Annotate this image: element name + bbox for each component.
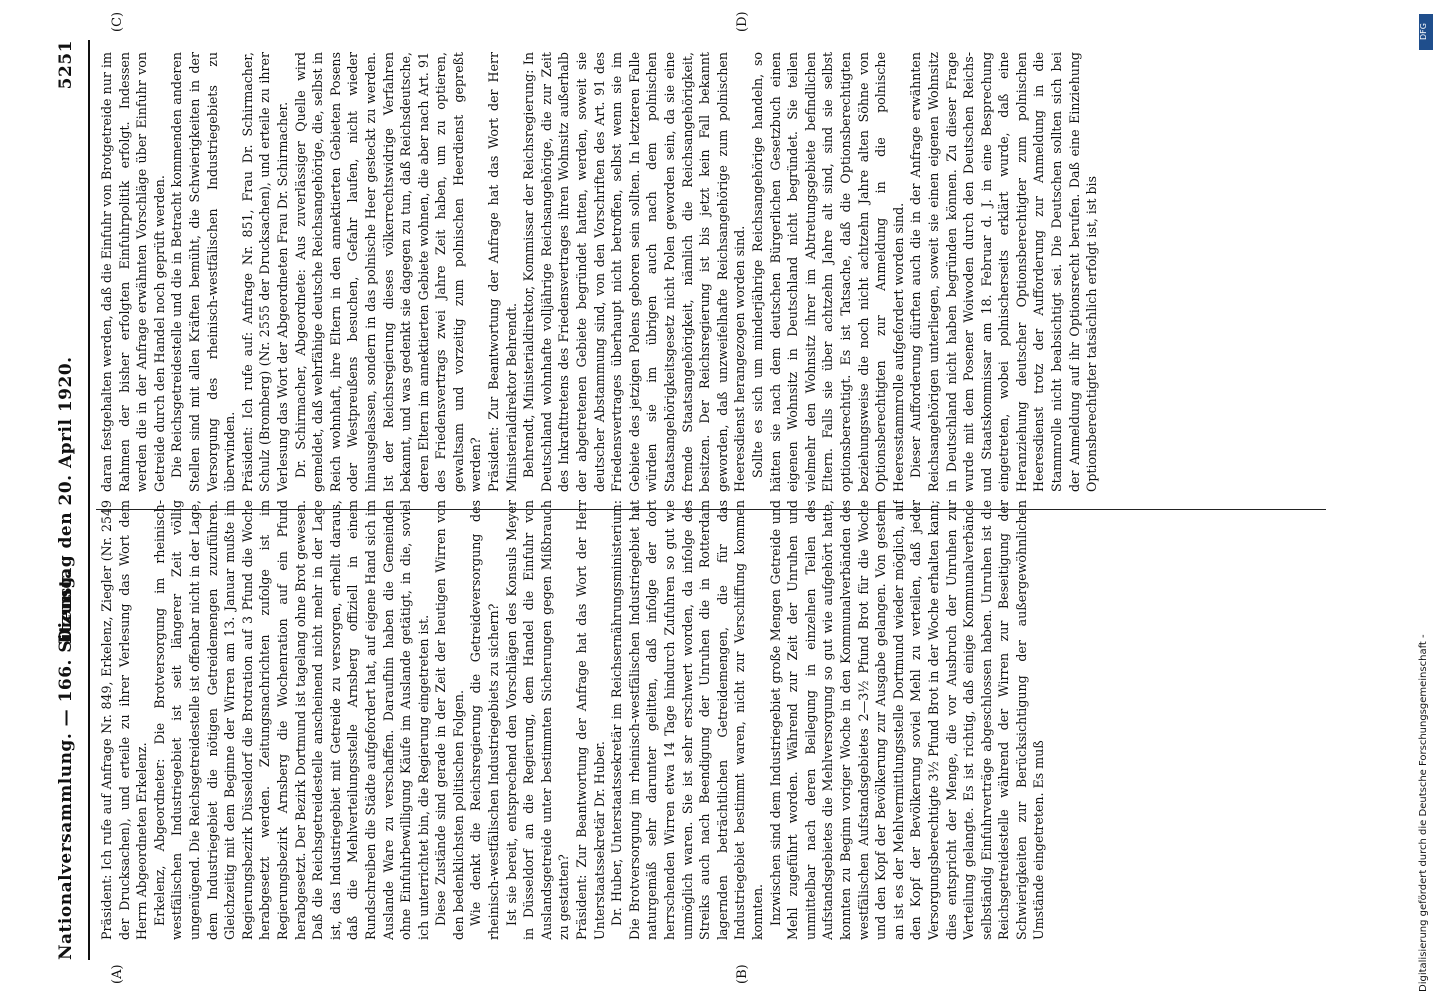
paragraph: Wie denkt die Reichsregierung die Getreideversorgung des rheinisch-westfälischen Industriegebiets zu sichern? [468, 500, 502, 940]
paragraph: Sollte es sich um minderjährige Reichsangehörige handeln, so hätten sie nach dem deutschen Bürgerlichen Gesetzbuch einen eigenen Wohnsitz in Deutschland nicht begründet. Sie teilen vielmehr den Wohnsitz ihrer im Abtretungsgebiete befindlichen Eltern. Falls sie über achtzehn Jahre alt sind, sind sie selbst optionsberechtigt. Es ist Tatsache, daß die Optionsberechtigten beziehungsweise die noch nicht achtzehn Jahre alten Söhne von Optionsberechtigten zur Anmeldung in die polnische Heeresstammrolle aufgefordert worden sind. [749, 52, 906, 492]
column-divider [96, 509, 1326, 510]
page-header [56, 40, 86, 960]
left-column [98, 500, 1328, 940]
margin-mark-a: (A) [110, 964, 125, 984]
header-session: Nationalversammlung. — 166. Sitzung. [56, 569, 76, 960]
paragraph: Dieser Aufforderung dürften auch die in der Anfrage erwähnten Reichsangehörigen unterliegen, soweit sie einen eigenen Wohnsitz in Deutschland nicht haben begründen können. Zu dieser Frage wurde mit dem Posener Woiwoden durch den Deutschen Reichs- und Staatskommissar am 18. Februar d. J. in eine Besprechung eingetreten, wobei polnischerseits erklärt wurde, daß eine Heranziehung deutscher Optionsberechtigter zum polnischen Heeresdienst trotz der Aufforderung zur Anmeldung in die Stammrolle nicht beabsichtigt sei. Die Deutschen sollten sich bei der Anmeldung auf ihr Optionsrecht berufen. Daß eine Einziehung Optionsberechtigter tatsächlich erfolgt ist, ist bis [908, 52, 1100, 492]
paragraph: Dr. Schirmacher, Abgeordnete: Aus zuverlässiger Quelle wird gemeldet, daß wehrfähige deutsche Reichsangehörige, die, selbst in Reich wohnhaft, ihre Eltern in den annektierten Gebieten Posens oder Westpreußens besuchen, Gefahr laufen, nicht wieder hinausgelassen, sondern in das polnische Heer gesteckt zu werden. Ist der Reichsregierung dieses völkerrechtswidrige Verfahren bekannt, und was gedenkt sie dagegen zu tun, daß Reichsdeutsche, deren Eltern im annektierten Gebiete wohnen, die aber nach Art. 91 des Friedensvertrags zwei Jahre Zeit haben, um zu optieren, gewaltsam und vorzeitig zum polnischen Heerdienst gepreßt werden? [292, 52, 484, 492]
paragraph: Präsident: Ich rufe auf: Anfrage Nr. 851, Frau Dr. Schirmacher, Schulz (Bromberg) (Nr. 2555 der Drucksachen), und erteile zu ihrer Verlesung das Wort der Abgeordneten Frau Dr. Schirmacher. [239, 52, 290, 492]
paragraph: Präsident: Zur Beantwortung der Anfrage hat das Wort der Herr Ministerialdirektor Behrendt. [486, 52, 519, 492]
dfg-logo: DFG [1419, 14, 1433, 50]
paragraph: Behrendt, Ministerialdirektor, Kommissar der Reichsregierung: In Deutschland wohnhafte volljährige Reichsangehörige, die zur Zeit des Inkrafttretens des Friedensvertrages ihren Wohnsitz außerhalb der abgetretenen Gebiete begründet hatten, werden, soweit sie deutscher Abstammung sind, von den Vorschriften des Art. 91 des Friedensvertrages überhaupt nicht betroffen, selbst wenn sie im Gebiete des jetzigen Polens geboren sein sollten. In letzteren Falle würden sie im übrigen auch nach dem polnischen Staatsangehörigkeitsgesetz nicht Polen geworden sein, da sie eine fremde Staatsangehörigkeit, nämlich die Reichsangehörigkeit, besitzen. Der Reichsregierung ist bis jetzt kein Fall bekannt geworden, daß unzweifelhafte Reichsangehörige zum polnischen Heeresdienst herangezogen worden sind. [521, 52, 748, 492]
paragraph: Erkelenz, Abgeordneter: Die Brotversorgung im rheinisch-westfälischen Industriegebiet ist seit längerer Zeit völlig ungenügend. Die Reichsgetreidestelle ist offenbar nicht in der Lage, dem Industriegebiet die nötigen Getreidemengen zuzuführen. Gleichzeitig mit dem Beginne der Wirren am 13. Januar mußte im Regierungsbezirk Düsseldorf die Brotration auf 3 Pfund die Woche herabgesetzt werden. Zeitungsnachrichten zufolge ist im Regierungsbezirk Arnsberg die Wochenration auf ein Pfund herabgesetzt. Der Bezirk Dortmund ist tagelang ohne Brot gewesen. Daß die Reichsgetreidestelle anscheinend nicht mehr in der Lage ist, das Industriegebiet mit Getreide zu versorgen, erhellt daraus, daß die Mehlverteilungsstelle Arnsberg offiziell in einem Rundschreiben die Städte aufgefordert hat, auf eigene Hand sich im Auslande Ware zu verschaffen. Daraufhin haben die Gemeinden ohne Einfuhrbewilligung Käufe im Auslande getätigt, in die, soviel ich unterrichtet bin, die Regierung eingetreten ist. [151, 500, 431, 940]
header-date: Dienstag den 20. April 1920. [56, 356, 76, 644]
paragraph: Präsident: Ich rufe auf Anfrage Nr. 849, Erkelenz, Ziegler (Nr. 2549 der Drucksachen), und erteile zu ihrer Verlesung das Wort dem Herrn Abgeordneten Erkelenz. [99, 500, 150, 940]
header-rule [88, 40, 90, 960]
paragraph: Diese Zustände sind gerade in der Zeit der heutigen Wirren von den bedenklichsten politischen Folgen. [433, 500, 466, 940]
paragraph: Inzwischen sind dem Industriegebiet große Mengen Getreide und Mehl zugeführt worden. Während zur Zeit der Unruhen und unmittelbar nach deren Beilegung in einzelnen Teilen des Aufstandsgebietes die Mehlversorgung so gut wie aufgehört hatte, konnten zu Beginn voriger Woche in den Kommunalverbänden des westfälischen Aufstandsgebietes 2—3½ Pfund Brot für die Woche und den Kopf der Bevölkerung zur Ausgabe gelangen. Von gestern an ist es der Mehlvermittlungsstelle Dortmund wieder möglich, auf den Kopf der Bevölkerung soviel Mehl zu verteilen, daß jeder Versorgungsberechtigte 3½ Pfund Brot in der Woche erhalten kann; dies entspricht der Menge, die vor Ausbruch der Unruhen zur Verteilung gelangte. Es ist richtig, daß einige Kommunalverbände selbständig Einfuhrverträge abgeschlossen haben. Unruhen ist die Reichsgetreidestelle während der Wirren zur Beseitigung der Schwierigkeiten zur Berücksichtigung der außergewöhnlichen Umstände eingetreten. Es muß [767, 500, 1047, 940]
page-number: 5251 [56, 40, 76, 90]
paragraph: Ist sie bereit, entsprechend den Vorschlägen des Konsuls Meyer in Düsseldorf an die Regierung, dem Handel die Einfuhr von Auslandsgetreide unter bestimmten Sicherungen gegen Mißbrauch zu gestatten? [503, 500, 572, 940]
digitization-credit-text: Digitalisierung gefördert durch die Deutsche Forschungsgemeinschaft - [1418, 634, 1429, 992]
margin-mark-c: (C) [110, 11, 125, 32]
paragraph: Präsident: Zur Beantwortung der Anfrage hat das Wort der Herr Unterstaatssekretär Dr. Huber. [574, 500, 607, 940]
margin-mark-d: (D) [735, 11, 750, 32]
paragraph: Die Reichsgetreidestelle und die in Betracht kommenden anderen Stellen sind mit allen Kräften bemüht, die Schwierigkeiten in der Versorgung des rheinisch-westfälischen Industriegebiets zu überwinden. [169, 52, 238, 492]
margin-mark-b: (B) [735, 964, 750, 984]
digitization-credit [1418, 8, 1434, 992]
right-column [98, 52, 1328, 492]
paragraph: daran festgehalten werden, daß die Einfuhr von Brotgetreide nur im Rahmen der bisher erfolgten Einfuhrpolitik erfolgt. Indessen werden die in der Anfrage erwähnten Vorschläge über Einfuhr von Getreide durch den Handel noch geprüft werden. [99, 52, 167, 492]
paragraph: Dr. Huber, Unterstaatssekretär im Reichsernährungsministerium: Die Brotversorgung im rheinisch-westfälischen Industriegebiet hat naturgemäß sehr darunter gelitten, daß infolge der dort herrschenden Wirren etwa 14 Tage hindurch Zufuhren so gut wie unmöglich waren. Sie ist sehr erschwert worden, da infolge des Streiks auch nach Beendigung der Unruhen die in Rotterdam lagernden beträchtlichen Getreidemengen, die für das Industriegebiet bestimmt waren, nicht zur Verschiffung kommen konnten. [609, 500, 765, 940]
